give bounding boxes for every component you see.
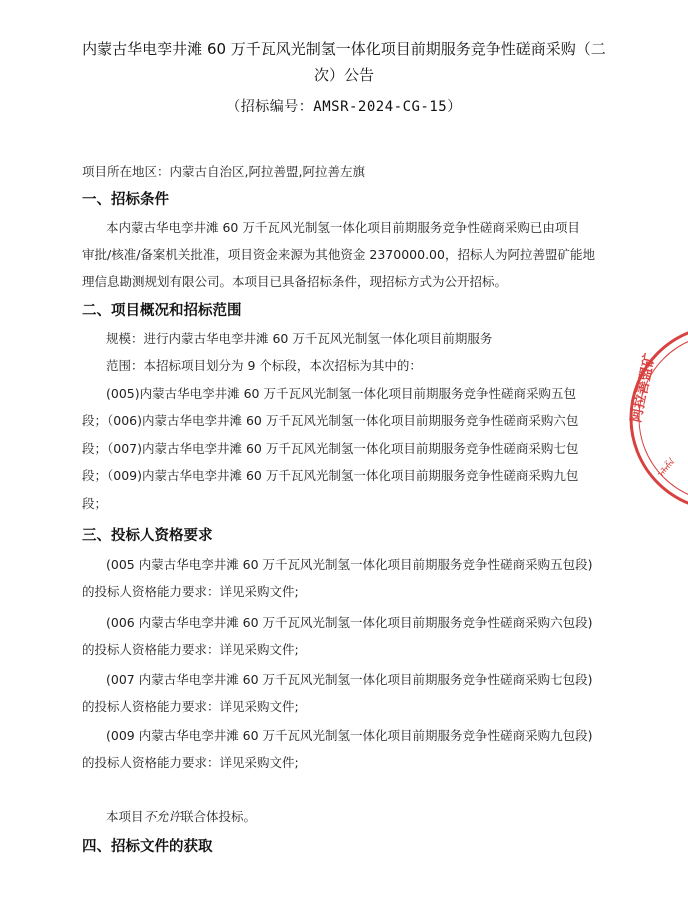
- joint-bid-suffix: 联合体投标。: [181, 809, 257, 824]
- project-region: 项目所在地区：内蒙古自治区,阿拉善盟,阿拉善左旗: [82, 164, 365, 179]
- qualification-lot-line: (006 内蒙古华电孪井滩 60 万千瓦风光制氢一体化项目前期服务竞争性磋商采购六包段): [106, 615, 593, 630]
- project-scale: 规模：进行内蒙古华电孪井滩 60 万千瓦风光制氢一体化项目前期服务: [106, 331, 493, 346]
- section-1-paragraph-line: 审批/核准/备案机关批准，项目资金来源为其他资金 2370000.00，招标人为阿拉善盟矿能地: [82, 247, 595, 262]
- section-2-heading: 二、项目概况和招标范围: [82, 303, 242, 319]
- qualification-requirement-line: 的投标人资格能力要求：详见采购文件;: [82, 755, 299, 770]
- qualification-requirement-line: 的投标人资格能力要求：详见采购文件;: [82, 699, 299, 714]
- project-scope: 范围：本招标项目划分为 9 个标段，本次招标为其中的：: [106, 358, 422, 373]
- section-1-paragraph-line: 理信息勘测规划有限公司。本项目已具备招标条件，现招标方式为公开招标。: [82, 274, 508, 289]
- bid-number: （招标编号：AMSR-2024-CG-15）: [226, 99, 462, 115]
- document-title-line-2: 次）公告: [313, 66, 374, 84]
- joint-bid-prefix: 本项目: [106, 809, 144, 824]
- qualification-lot-line: (009 内蒙古华电孪井滩 60 万千瓦风光制氢一体化项目前期服务竞争性磋商采购九包段): [106, 728, 593, 743]
- lot-list-line: 段；（007)内蒙古华电孪井滩 60 万千瓦风光制氢一体化项目前期服务竞争性磋商采购七包: [82, 441, 579, 456]
- qualification-requirement-line: 的投标人资格能力要求：详见采购文件;: [82, 642, 299, 657]
- lot-list-line: 段；（009)内蒙古华电孪井滩 60 万千瓦风光制氢一体化项目前期服务竞争性磋商采购九包: [82, 468, 579, 483]
- document-title-line-1: 内蒙古华电孪井滩 60 万千瓦风光制氢一体化项目前期服务竞争性磋商采购（二: [82, 40, 606, 58]
- section-1-paragraph-line: 本内蒙古华电孪井滩 60 万千瓦风光制氢一体化项目前期服务竞争性磋商采购已由项目: [106, 220, 580, 235]
- section-1-heading: 一、招标条件: [82, 192, 169, 208]
- seal-script-mark: ᠠᠯᠠᠱᠠ: [656, 457, 678, 480]
- lot-list-line: 段；（006)内蒙古华电孪井滩 60 万千瓦风光制氢一体化项目前期服务竞争性磋商采购六包: [82, 413, 579, 428]
- seal-text: 阿拉善盟矿: [628, 352, 659, 424]
- red-seal-stamp: [618, 318, 688, 518]
- section-4-heading: 四、招标文件的获取: [82, 839, 213, 855]
- qualification-requirement-line: 的投标人资格能力要求：详见采购文件;: [82, 584, 299, 599]
- joint-bid-statement: [106, 807, 256, 827]
- qualification-lot-line: (007 内蒙古华电孪井滩 60 万千瓦风光制氢一体化项目前期服务竞争性磋商采购七包段): [106, 672, 593, 687]
- lot-list-line: 段；: [82, 496, 108, 511]
- joint-bid-not-allowed: 不允许: [143, 809, 182, 824]
- section-3-heading: 三、投标人资格要求: [82, 528, 213, 544]
- qualification-lot-line: (005 内蒙古华电孪井滩 60 万千瓦风光制氢一体化项目前期服务竞争性磋商采购五包段): [106, 557, 593, 572]
- lot-list-line: (005)内蒙古华电孪井滩 60 万千瓦风光制氢一体化项目前期服务竞争性磋商采购五包: [106, 386, 576, 401]
